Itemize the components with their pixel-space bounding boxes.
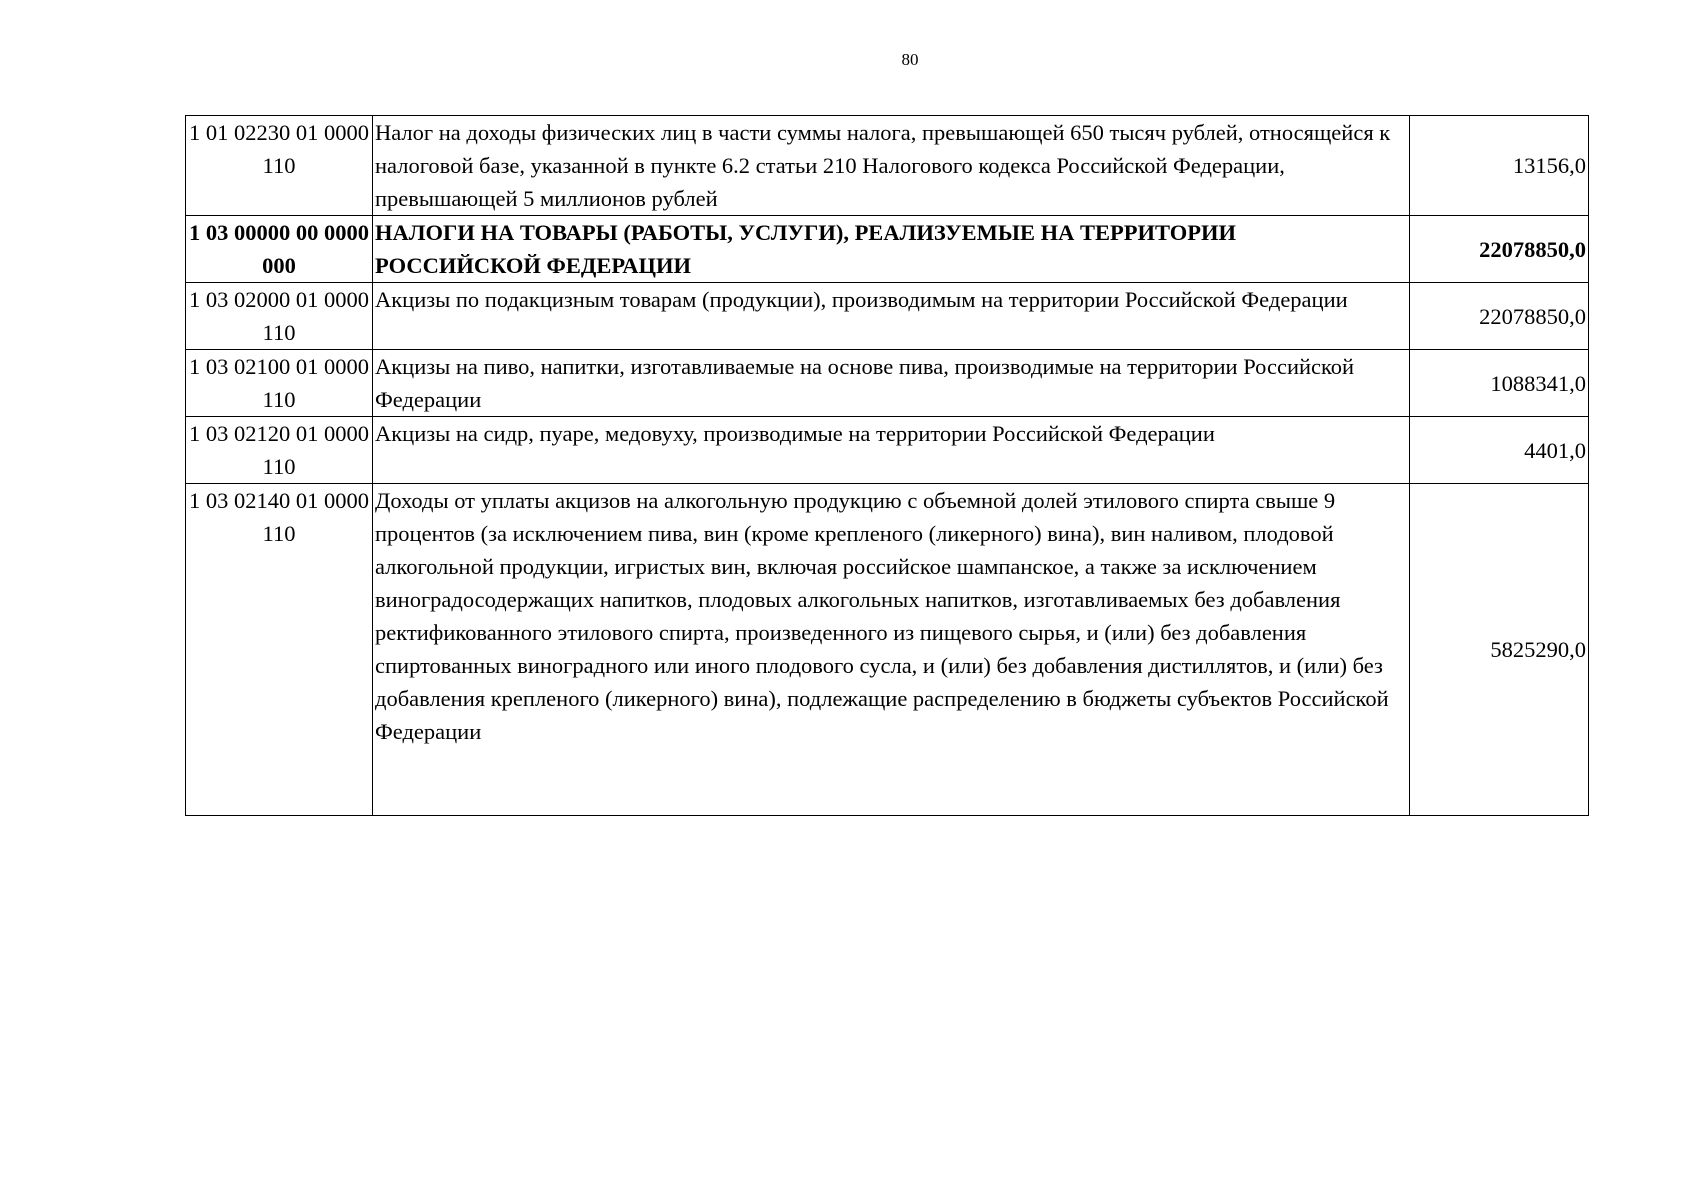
table-row <box>186 116 1589 216</box>
amount-cell: 13156,0 <box>1410 116 1589 216</box>
revenue-table <box>185 115 1589 816</box>
budget-code-cell: 1 03 00000 00 0000 000 <box>186 216 373 283</box>
table-row <box>186 484 1589 816</box>
page-number: 80 <box>901 50 919 69</box>
budget-code-cell: 1 03 02100 01 0000 110 <box>186 350 373 417</box>
amount-cell: 1088341,0 <box>1410 350 1589 417</box>
amount-cell: 5825290,0 <box>1410 484 1589 816</box>
amount-cell: 22078850,0 <box>1410 283 1589 350</box>
revenue-name-cell: НАЛОГИ НА ТОВАРЫ (РАБОТЫ, УСЛУГИ), РЕАЛИЗУЕМЫЕ НА ТЕРРИТОРИИ РОССИЙСКОЙ ФЕДЕРАЦИИ <box>373 216 1410 283</box>
amount-cell: 4401,0 <box>1410 417 1589 484</box>
budget-code-cell: 1 01 02230 01 0000 110 <box>186 116 373 216</box>
budget-code-cell: 1 03 02140 01 0000 110 <box>186 484 373 816</box>
revenue-name-cell: Акцизы на сидр, пуаре, медовуху, производимые на территории Российской Федерации <box>373 417 1410 484</box>
revenue-name-cell: Акцизы на пиво, напитки, изготавливаемые на основе пива, производимые на территории Российской Федерации <box>373 350 1410 417</box>
revenue-name-cell: Доходы от уплаты акцизов на алкогольную продукцию с объемной долей этилового спирта свыше 9 процентов (за исключением пива, вин (кроме крепленого (ликерного) вина), вин наливом, плодовой алкогольной продукции, игристых вин, включая российское шампанское, а также за исключением виноградосодержащих напитков, плодовых алкогольных напитков, изготавливаемых без добавления ректификованного этилового спирта, произведенного из пищевого сырья, и (или) без добавления спиртованных виноградного или иного плодового сусла, и (или) без добавления дистиллятов, и (или) без добавления крепленого (ликерного) вина), подлежащие распределению в бюджеты субъектов Российской Федерации <box>373 484 1410 816</box>
revenue-name-cell: Налог на доходы физических лиц в части суммы налога, превышающей 650 тысяч рублей, относящейся к налоговой базе, указанной в пункте 6.2 статьи 210 Налогового кодекса Российской Федерации, превышающей 5 миллионов рублей <box>373 116 1410 216</box>
table-row-section-header <box>186 216 1589 283</box>
budget-code-cell: 1 03 02120 01 0000 110 <box>186 417 373 484</box>
budget-code-cell: 1 03 02000 01 0000 110 <box>186 283 373 350</box>
table-row <box>186 283 1589 350</box>
table-row <box>186 417 1589 484</box>
revenue-name-cell: Акцизы по подакцизным товарам (продукции), производимым на территории Российской Федерации <box>373 283 1410 350</box>
table-row <box>186 350 1589 417</box>
amount-cell: 22078850,0 <box>1410 216 1589 283</box>
